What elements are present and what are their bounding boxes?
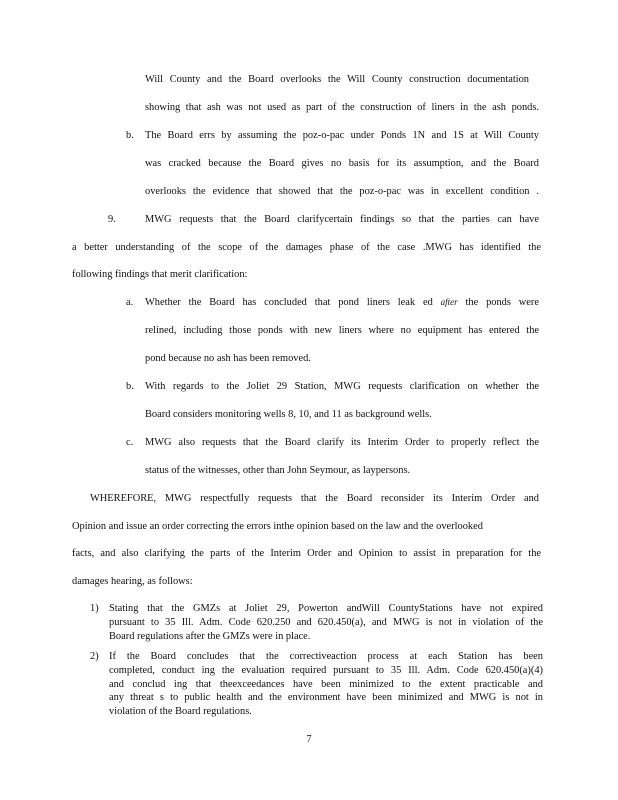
text-line: Will County and the Board overlooks the Will County construction documentation: [145, 74, 529, 85]
list-item-line: Stating that the GMZs at Joliet 29, Powerton andWill CountyStations have not expired: [109, 603, 543, 614]
text-line: showing that ash was not used as part of the construction of liners in the ash ponds.: [145, 102, 539, 113]
text-line: was cracked because the Board gives no basis for its assumption, and the Board: [145, 158, 539, 169]
list-marker: b.: [126, 381, 134, 392]
text-line: a better understanding of the scope of the damages phase of the case .MWG has identified the: [72, 242, 541, 253]
text-line: WHEREFORE, MWG respectfully requests that the Board reconsider its Interim Order and: [90, 493, 539, 504]
text-line: status of the witnesses, other than John Seymour, as laypersons.: [145, 465, 411, 476]
text-line: Board considers monitoring wells 8, 10, and 11 as background wells.: [145, 409, 432, 420]
text-segment: Whether the Board has concluded that pond liners leak ed: [145, 297, 433, 308]
list-item: [109, 650, 543, 719]
text-line: damages hearing, as follows:: [72, 576, 193, 587]
text-line: MWG requests that the Board clarifycertain findings so that the parties can have: [145, 214, 539, 225]
text-line: following findings that merit clarification:: [72, 269, 248, 280]
italic-word: after: [440, 297, 458, 307]
list-item-line: any threat s to public health and the environment have been minimized and MWG is not in: [109, 692, 543, 704]
list-item-line: pursuant to 35 Ill. Adm. Code 620.250 and 620.450(a), and MWG is not in violation of the: [109, 616, 543, 628]
text-line: MWG also requests that the Board clarify its Interim Order to properly reflect the: [145, 437, 539, 448]
list-item-line: violation of the Board regulations.: [109, 706, 252, 718]
list-marker: c.: [126, 437, 134, 448]
text-segment: the ponds were: [465, 297, 539, 308]
list-marker: 1): [90, 603, 99, 614]
text-line: overlooks the evidence that showed that the poz-o-pac was in excellent condition .: [145, 186, 539, 197]
paragraph-number: 9.: [108, 214, 116, 225]
list-item: [109, 602, 543, 643]
list-item-line: completed, conduct ing the evaluation required pursuant to 35 Ill. Adm. Code 620.450(a)(4): [109, 664, 543, 676]
list-marker: a.: [126, 297, 134, 308]
list-marker: 2): [90, 651, 99, 662]
page-number: 7: [306, 734, 312, 745]
text-line: With regards to the Joliet 29 Station, MWG requests clarification on whether the: [145, 381, 539, 392]
text-line: relined, including those ponds with new liners where no equipment has entered the: [145, 325, 539, 336]
text-line: [145, 296, 539, 309]
text-line: facts, and also clarifying the parts of the Interim Order and Opinion to assist in preparation for the: [72, 548, 541, 559]
text-line: Opinion and issue an order correcting the errors inthe opinion based on the law and the overlooked: [72, 521, 483, 532]
text-line: The Board errs by assuming the poz-o-pac under Ponds 1N and 1S at Will County: [145, 130, 539, 141]
text-line: pond because no ash has been removed.: [145, 353, 311, 364]
list-item-line: and conclud ing that theexceedances have been minimized to the extent practicable and: [109, 678, 543, 690]
list-marker: b.: [126, 130, 134, 141]
list-item-line: If the Board concludes that the correctiveaction process at each Station has been: [109, 651, 543, 662]
list-item-line: Board regulations after the GMZs were in place.: [109, 630, 311, 642]
